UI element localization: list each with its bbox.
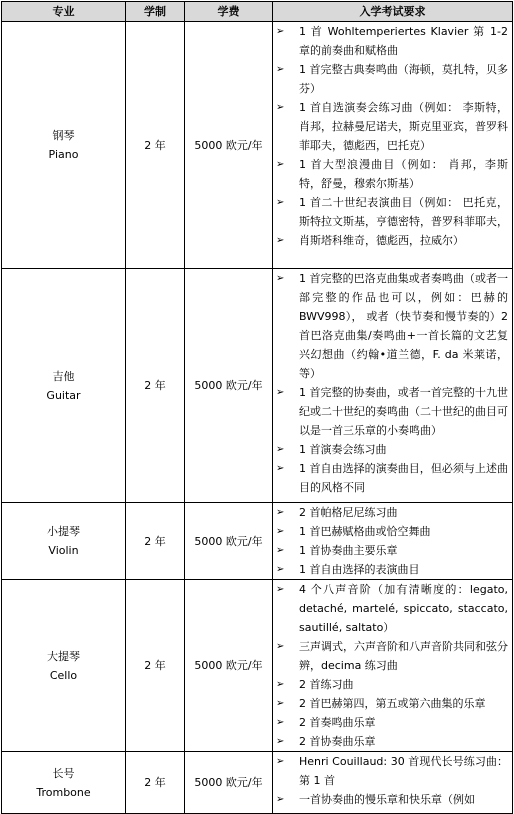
tuition-cell: 5000 欧元/年 [185, 752, 273, 814]
arrow-bullet-icon: ➢ [276, 197, 285, 208]
requirements-cell [273, 269, 513, 503]
header-major: 专业 [2, 2, 126, 22]
arrow-bullet-icon: ➢ [276, 64, 285, 75]
list-item: ➢ 2 首协奏曲乐章 [275, 732, 508, 751]
list-item: ➢ 1 首完整古典奏鸣曲（海顿，莫扎特，贝多芬） [275, 60, 508, 98]
list-item: ➢ 4 个八声音阶（加有清晰度的：legato, detaché, martelé, spiccato, staccato, sautillé, saltato） [275, 580, 508, 637]
arrow-bullet-icon: ➢ [276, 584, 285, 595]
list-item: ➢ 2 首练习曲 [275, 675, 508, 694]
arrow-bullet-icon: ➢ [276, 507, 285, 518]
tuition-cell: 5000 欧元/年 [185, 269, 273, 503]
major-name-zh: 钢琴 [52, 129, 75, 142]
requirements-list [275, 580, 508, 751]
duration-cell: 2 年 [126, 580, 185, 752]
list-item: ➢ 一首协奏曲的慢乐章和快乐章（例如 [275, 790, 508, 809]
major-name-zh: 小提琴 [47, 525, 80, 538]
major-name-zh: 长号 [52, 766, 75, 780]
major-cell [2, 503, 126, 580]
duration-cell: 2 年 [126, 503, 185, 580]
header-duration: 学制 [126, 2, 185, 22]
requirements-list [275, 503, 508, 579]
tuition-cell: 5000 欧元/年 [185, 503, 273, 580]
arrow-bullet-icon: ➢ [276, 698, 285, 709]
requirements-cell [273, 752, 513, 814]
major-cell [2, 752, 126, 814]
duration-cell: 2 年 [126, 752, 185, 814]
arrow-bullet-icon: ➢ [276, 526, 285, 537]
list-item: ➢ 1 首自由选择的表演曲目 [275, 560, 508, 579]
arrow-bullet-icon: ➢ [276, 756, 285, 767]
list-item: ➢ 1 首完整的协奏曲，或者一首完整的十九世纪或二十世纪的奏鸣曲（二十世纪的曲目可以是一首三乐章的小奏鸣曲） [275, 383, 508, 440]
list-item: ➢ 1 首自选演奏会练习曲（例如： 李斯特，肖邦，拉赫曼尼诺夫，斯克里亚宾，普罗科菲耶夫，德彪西，巴托克） [275, 98, 508, 155]
major-cell [2, 22, 126, 269]
arrow-bullet-icon: ➢ [276, 387, 285, 398]
major-name-zh: 吉他 [52, 369, 75, 383]
arrow-bullet-icon: ➢ [276, 564, 285, 575]
arrow-bullet-icon: ➢ [276, 444, 285, 455]
table-row-cello [2, 580, 513, 752]
duration-cell: 2 年 [126, 22, 185, 269]
arrow-bullet-icon: ➢ [276, 463, 285, 474]
admission-requirements-table [1, 1, 513, 814]
list-item: ➢ 肖斯塔科维奇，德彪西，拉威尔） [275, 231, 508, 250]
table-row-guitar [2, 269, 513, 503]
header-tuition: 学费 [185, 2, 273, 22]
requirements-list [275, 752, 508, 809]
arrow-bullet-icon: ➢ [276, 235, 285, 246]
list-item: ➢ 1 首 Wohltemperiertes Klavier 第 1-2 章的前奏曲和赋格曲 [275, 22, 508, 60]
duration-cell: 2 年 [126, 269, 185, 503]
list-item: ➢ 1 首巴赫赋格曲或恰空舞曲 [275, 522, 508, 541]
list-item: ➢ 1 首完整的巴洛克曲集或者奏鸣曲（或者一部完整的作品也可以，例如：巴赫的 BWV998）， 或者（快节奏和慢节奏的）2 首巴洛克曲集/奏鸣曲+一首长篇的文艺复兴幻想曲（约翰•道兰德，F. da 米莱诺，等） [275, 269, 508, 383]
tuition-cell: 5000 欧元/年 [185, 580, 273, 752]
table-row-piano [2, 22, 513, 269]
table-header-row [2, 2, 513, 22]
arrow-bullet-icon: ➢ [276, 794, 285, 805]
requirements-list [275, 269, 508, 497]
arrow-bullet-icon: ➢ [276, 717, 285, 728]
list-item: ➢ Henri Couillaud: 30 首现代长号练习曲：第 1 首 [275, 752, 508, 790]
arrow-bullet-icon: ➢ [276, 641, 285, 652]
list-item: ➢ 2 首奏鸣曲乐章 [275, 713, 508, 732]
arrow-bullet-icon: ➢ [276, 545, 285, 556]
major-cell [2, 269, 126, 503]
list-item: ➢ 1 首二十世纪表演曲目（例如： 巴托克，斯特拉文斯基，亨德密特，普罗科菲耶夫， [275, 193, 508, 231]
arrow-bullet-icon: ➢ [276, 26, 285, 37]
list-item: ➢ 1 首协奏曲主要乐章 [275, 541, 508, 560]
table-row-violin [2, 503, 513, 580]
arrow-bullet-icon: ➢ [276, 736, 285, 747]
arrow-bullet-icon: ➢ [276, 679, 285, 690]
list-item: ➢ 1 首自由选择的演奏曲目，但必须与上述曲目的风格不同 [275, 459, 508, 497]
arrow-bullet-icon: ➢ [276, 159, 285, 170]
list-item: ➢ 2 首帕格尼尼练习曲 [275, 503, 508, 522]
list-item: ➢ 1 首演奏会练习曲 [275, 440, 508, 459]
major-name-en: Piano [48, 148, 79, 161]
requirements-cell [273, 503, 513, 580]
arrow-bullet-icon: ➢ [276, 273, 285, 284]
table-row-trombone [2, 752, 513, 814]
major-name-en: Guitar [46, 388, 81, 402]
list-item: ➢ 1 首大型浪漫曲目（例如： 肖邦，李斯特，舒曼，穆索尔斯基） [275, 155, 508, 193]
list-item: ➢ 三声调式，六声音阶和八声音阶共同和弦分辨，decima 练习曲 [275, 637, 508, 675]
major-name-zh: 大提琴 [47, 649, 80, 663]
requirements-cell [273, 580, 513, 752]
header-requirements: 入学考试要求 [273, 2, 513, 22]
major-name-en: Violin [48, 544, 79, 557]
major-name-en: Cello [49, 668, 78, 682]
requirements-list [275, 22, 508, 250]
major-name-en: Trombone [36, 785, 91, 799]
requirements-cell [273, 22, 513, 269]
requirements-clip [275, 752, 508, 813]
arrow-bullet-icon: ➢ [276, 102, 285, 113]
major-cell [2, 580, 126, 752]
tuition-cell: 5000 欧元/年 [185, 22, 273, 269]
list-item: ➢ 2 首巴赫第四，第五或第六曲集的乐章 [275, 694, 508, 713]
